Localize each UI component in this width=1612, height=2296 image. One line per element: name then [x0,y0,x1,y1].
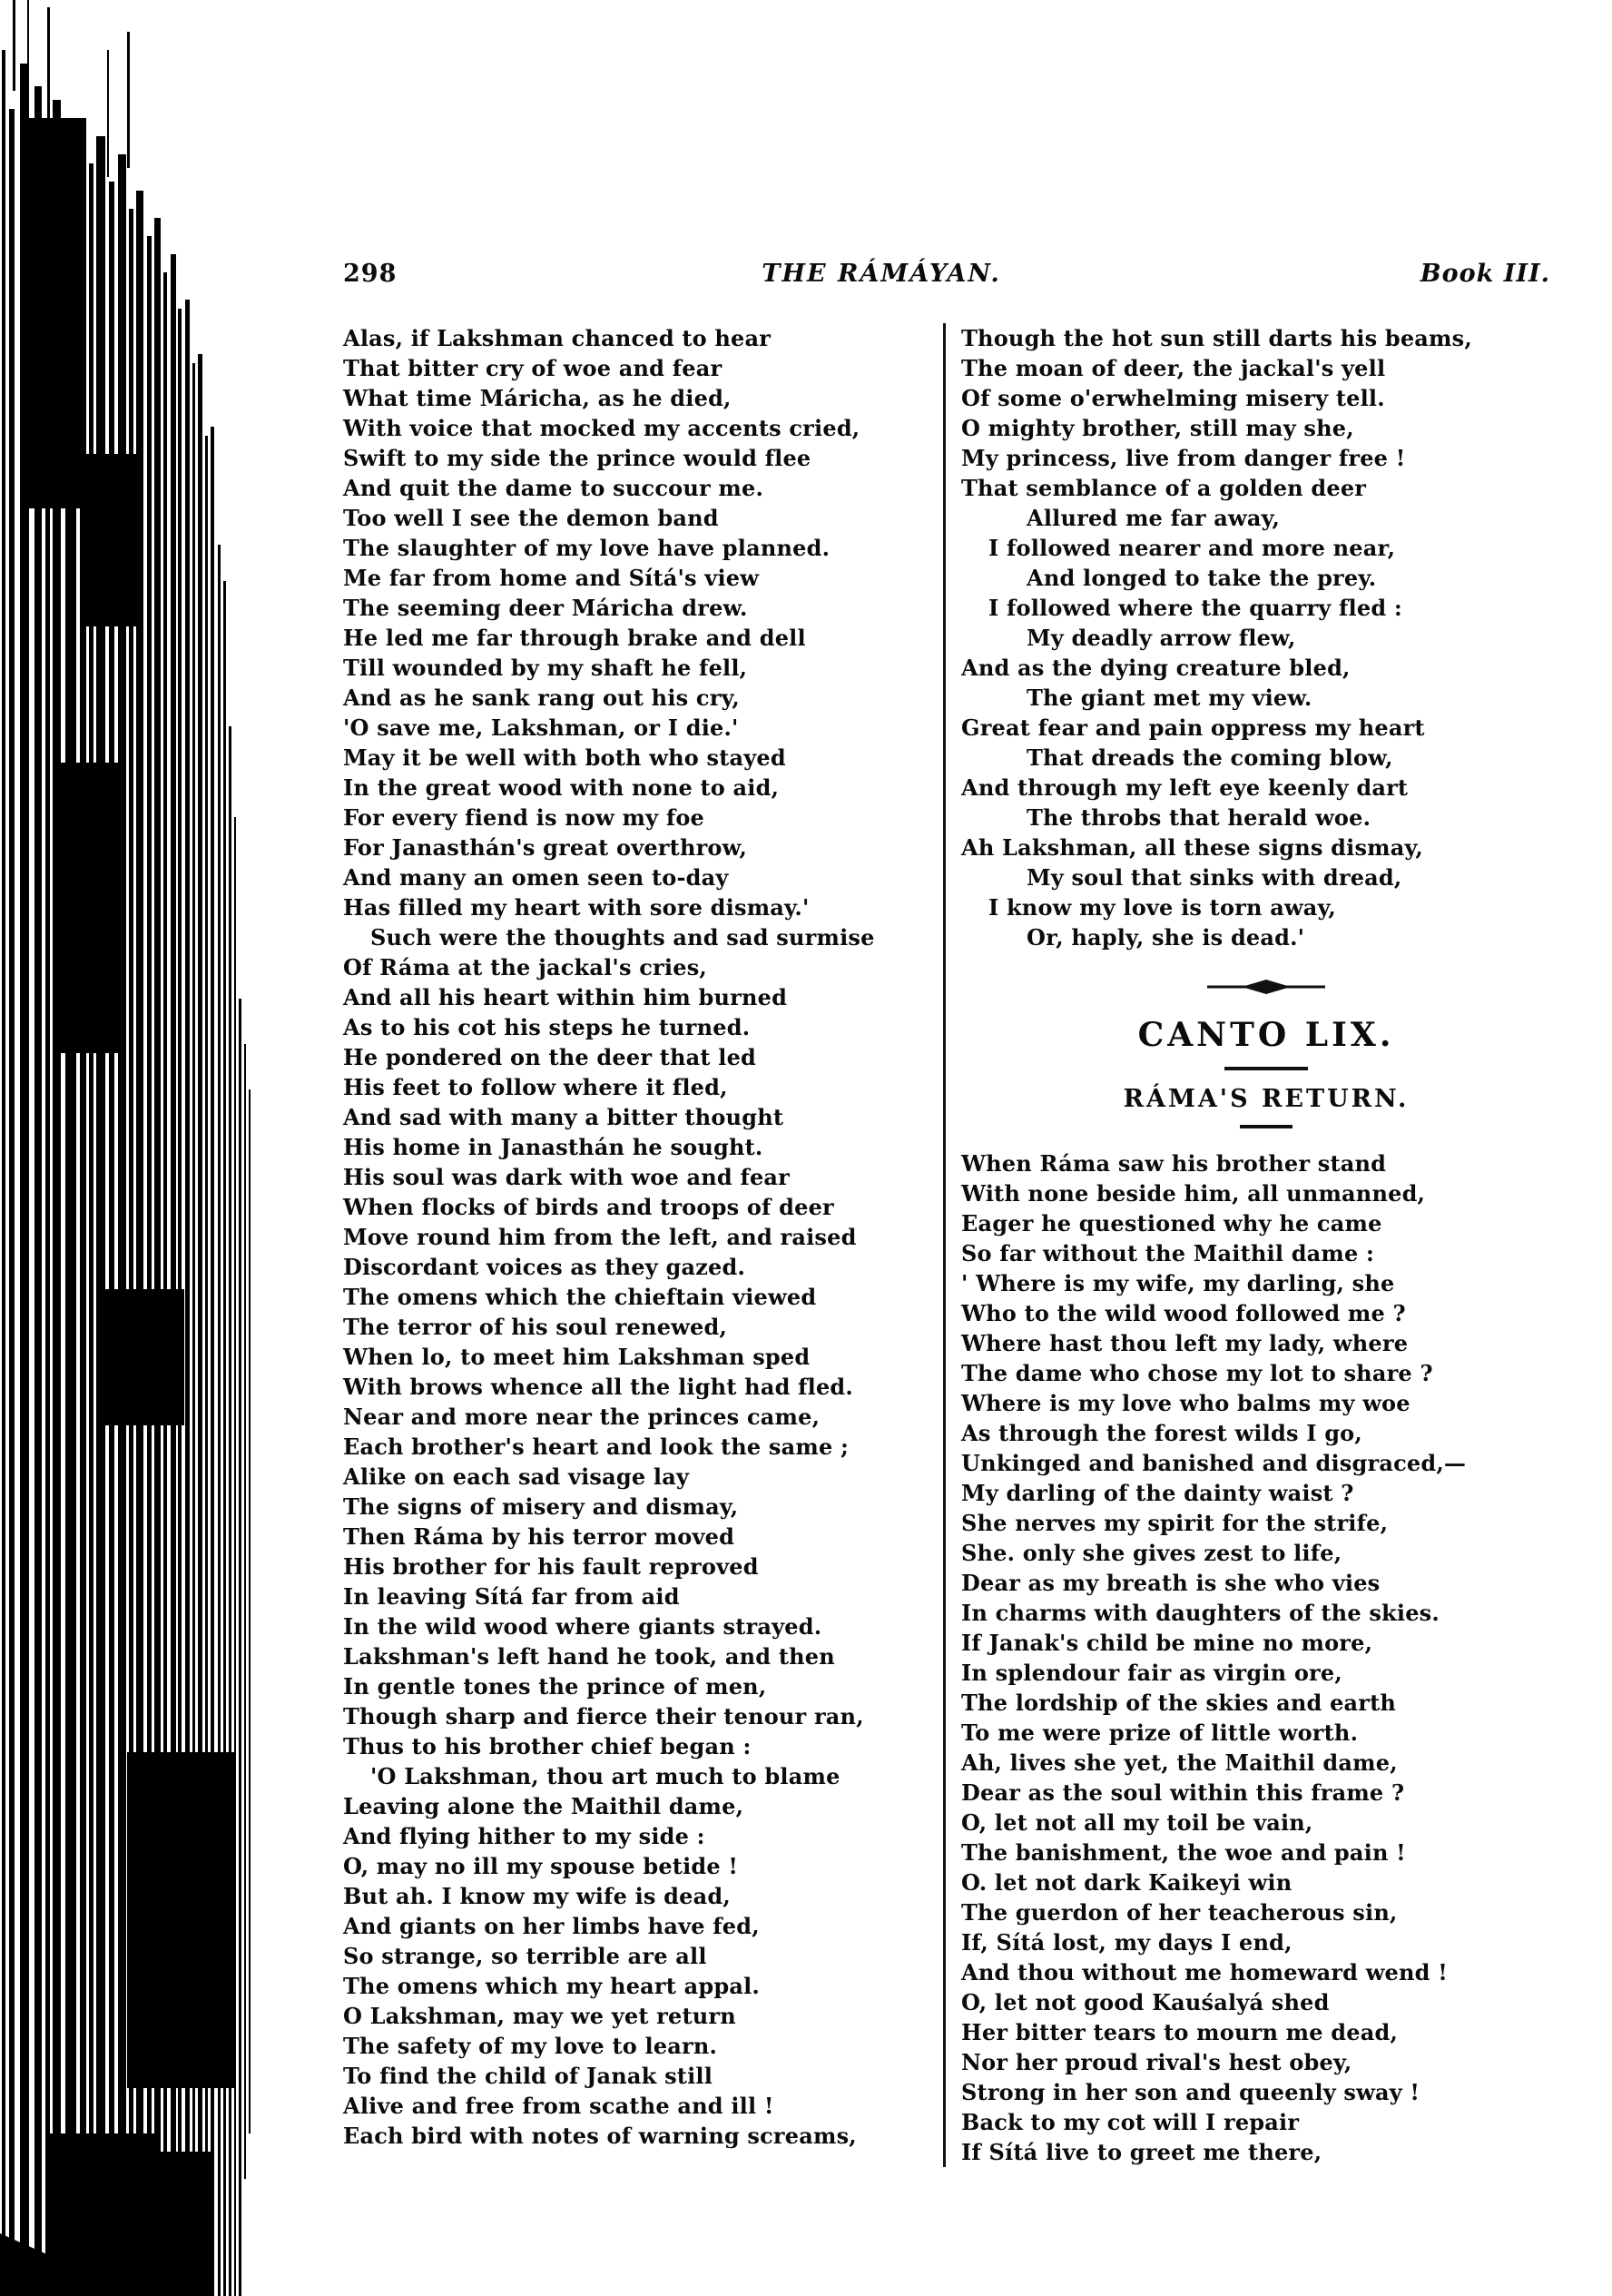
verse-line: The slaughter of my love have planned. [343,535,831,561]
canto-title: CANTO LIX. [1137,1016,1395,1054]
verse-line: Ah Lakshman, all these signs dismay, [961,834,1423,861]
verse-line: Thus to his brother chief began : [343,1733,752,1759]
verse-line: So strange, so terrible are all [343,1943,707,1969]
verse-line: Though the hot sun still darts his beams, [961,325,1472,351]
verse-line: Near and more near the princes came, [343,1404,821,1430]
verse-line: O, let not all my toil be vain, [961,1809,1313,1836]
page-number: 298 [343,260,398,288]
verse-line: And all his heart within him burned [343,984,788,1010]
verse-line: In the great wood with none to aid, [343,774,780,801]
verse-line: Of Ráma at the jackal's cries, [343,954,707,980]
canto-subtitle: RÁMA'S RETURN. [1123,1085,1410,1113]
verse-line: To find the child of Janak still [343,2063,713,2089]
verse-line: O. let not dark Kaikeyi win [961,1869,1293,1896]
verse-line: O mighty brother, still may she, [961,415,1354,441]
verse-line: To me were prize of little worth. [961,1720,1359,1746]
verse-line: Her bitter tears to mourn me dead, [961,2019,1399,2045]
text-columns [343,323,1571,2167]
book-number: Book III. [1420,260,1550,288]
verse-line: In the wild wood where giants strayed. [343,1613,822,1640]
verse-line: Lakshman's left hand he took, and then [343,1643,835,1670]
verse-line: Move round him from the left, and raised [343,1224,857,1250]
verse-line: My princess, live from danger free ! [961,445,1406,471]
verse-line: May it be well with both who stayed [343,744,786,771]
verse-line: He led me far through brake and dell [343,625,806,651]
verse-line: I know my love is torn away, [988,894,1336,921]
verse-line: My darling of the dainty waist ? [961,1480,1354,1506]
verse-line: As to his cot his steps he turned. [343,1014,751,1040]
verse-line: Alas, if Lakshman chanced to hear [343,325,772,351]
verse-line: The signs of misery and dismay, [343,1493,739,1520]
verse-line: And as the dying creature bled, [961,655,1351,681]
verse-line: ' Where is my wife, my darling, she [961,1270,1395,1296]
verse-line: Too well I see the demon band [343,505,719,531]
verse-line: But ah. I know my wife is dead, [343,1883,731,1909]
verse-line: With brows whence all the light had fled. [343,1374,853,1400]
verse-line: O, let not good Kauśalyá shed [961,1989,1330,2015]
verse-line: My deadly arrow flew, [1027,625,1296,651]
verse-line: The giant met my view. [1027,685,1312,711]
verse-line: The lordship of the skies and earth [961,1690,1397,1716]
verse-line: That bitter cry of woe and fear [343,355,722,381]
verse-line: Has filled my heart with sore dismay.' [343,894,810,921]
verse-line: My soul that sinks with dread, [1027,864,1402,891]
verse-line: The dame who chose my lot to share ? [961,1360,1433,1386]
verse-line: 'O Lakshman, thou art much to blame [370,1763,840,1789]
verse-line: Alike on each sad visage lay [343,1463,690,1490]
canto-divider-ornament [961,980,1571,994]
verse-line: Discordant voices as they gazed. [343,1254,746,1280]
verse-line: In splendour fair as virgin ore, [961,1660,1342,1686]
verse-line: Great fear and pain oppress my heart [961,714,1425,741]
scan-gutter-artifact [0,0,272,2296]
verse-line: Each bird with notes of warning screams, [343,2123,857,2149]
verse-line: Where is my love who balms my woe [961,1390,1410,1416]
verse-line: And longed to take the prey. [1027,565,1377,591]
verse-line: Or, haply, she is dead.' [1027,924,1305,951]
verse-line: That dreads the coming blow, [1027,744,1393,771]
verse-line: The guerdon of her teacherous sin, [961,1899,1398,1926]
verse-line: She. only she gives zest to life, [961,1540,1342,1566]
verse-line: Leaving alone the Maithil dame, [343,1793,744,1819]
verse-line: And through my left eye keenly dart [961,774,1409,801]
verse-line: Alive and free from scathe and ill ! [343,2093,774,2119]
left-column [343,323,938,2167]
verse-line: Strong in her son and queenly sway ! [961,2079,1420,2105]
verse-line: 'O save me, Lakshman, or I die.' [343,714,739,741]
verse-line: What time Máricha, as he died, [343,385,732,411]
verse-before-canto [961,323,1571,952]
verse-line: Allured me far away, [1027,505,1281,531]
verse-line: Who to the wild wood followed me ? [961,1300,1406,1326]
verse-line: Nor her proud rival's hest obey, [961,2049,1352,2075]
verse-line: Then Ráma by his terror moved [343,1523,735,1550]
verse-line: Though sharp and fierce their tenour ran, [343,1703,864,1729]
verse-line: That semblance of a golden deer [961,475,1367,501]
verse-line: Me far from home and Sítá's view [343,565,760,591]
verse-line: With voice that mocked my accents cried, [343,415,860,441]
verse-line: His soul was dark with woe and fear [343,1164,791,1190]
verse-line: The moan of deer, the jackal's yell [961,355,1386,381]
verse-line: If Janak's child be mine no more, [961,1630,1373,1656]
verse-line: The throbs that herald woe. [1027,804,1371,831]
verse-line: Eager he questioned why he came [961,1210,1382,1237]
verse-line: And quit the dame to succour me. [343,475,764,501]
verse-line: Till wounded by my shaft he fell, [343,655,748,681]
verse-line: With none beside him, all unmanned, [961,1180,1426,1207]
verse-line: When lo, to meet him Lakshman sped [343,1344,811,1370]
verse-line: In gentle tones the prince of men, [343,1673,767,1700]
verse-after-canto [961,1148,1571,2167]
verse-line: O, may no ill my spouse betide ! [343,1853,739,1879]
verse-line: When Ráma saw his brother stand [961,1150,1387,1177]
page-header [343,260,1550,288]
verse-line: Swift to my side the prince would flee [343,445,811,471]
verse-line: He pondered on the deer that led [343,1044,757,1070]
verse-line: The omens which my heart appal. [343,1973,760,1999]
verse-line: Unkinged and banished and disgraced,— [961,1450,1467,1476]
verse-line: In charms with daughters of the skies. [961,1600,1440,1626]
verse-line: If, Sítá lost, my days I end, [961,1929,1293,1956]
verse-line: And flying hither to my side : [343,1823,705,1849]
verse-line: As through the forest wilds I go, [961,1420,1362,1446]
verse-line: Dear as my breath is she who vies [961,1570,1381,1596]
canto-subtitle-rule [1240,1125,1293,1128]
verse-line: The safety of my love to learn. [343,2033,718,2059]
canto-title-rule [1224,1067,1308,1070]
verse-line: When flocks of birds and troops of deer [343,1194,834,1220]
verse-line: Dear as the soul within this frame ? [961,1779,1405,1806]
verse-line: In leaving Sítá far from aid [343,1583,680,1610]
verse-line: Where hast thou left my lady, where [961,1330,1409,1356]
verse-line: I followed where the quarry fled : [988,595,1402,621]
verse-line: And as he sank rang out his cry, [343,685,740,711]
verse-line: For every fiend is now my foe [343,804,705,831]
verse-line: If Sítá live to greet me there, [961,2139,1322,2165]
verse-line: The omens which the chieftain viewed [343,1284,817,1310]
verse-line: And sad with many a bitter thought [343,1104,784,1130]
right-column [946,323,1571,2167]
verse-line: So far without the Maithil dame : [961,1240,1375,1266]
verse-line: His feet to follow where it fled, [343,1074,728,1100]
verse-line: For Janasthán's great overthrow, [343,834,748,861]
verse-line: She nerves my spirit for the strife, [961,1510,1389,1536]
verse-line: Ah, lives she yet, the Maithil dame, [961,1749,1398,1776]
verse-line: The terror of his soul renewed, [343,1314,728,1340]
verse-line: And many an omen seen to-day [343,864,729,891]
verse-line: I followed nearer and more near, [988,535,1396,561]
verse-line: The banishment, the woe and pain ! [961,1839,1406,1866]
verse-line: The seeming deer Máricha drew. [343,595,748,621]
verse-line: His home in Janasthán he sought. [343,1134,763,1160]
verse-line: Back to my cot will I repair [961,2109,1300,2135]
verse-line: Of some o'erwhelming misery tell. [961,385,1385,411]
verse-line: And thou without me homeward wend ! [961,1959,1448,1986]
verse-line: Such were the thoughts and sad surmise [370,924,875,951]
running-title: THE RÁMÁYAN. [762,260,1001,288]
verse-line: Each brother's heart and look the same ; [343,1434,850,1460]
verse-line: And giants on her limbs have fed, [343,1913,760,1939]
verse-line: His brother for his fault reproved [343,1553,759,1580]
verse-line: O Lakshman, may we yet return [343,2003,736,2029]
